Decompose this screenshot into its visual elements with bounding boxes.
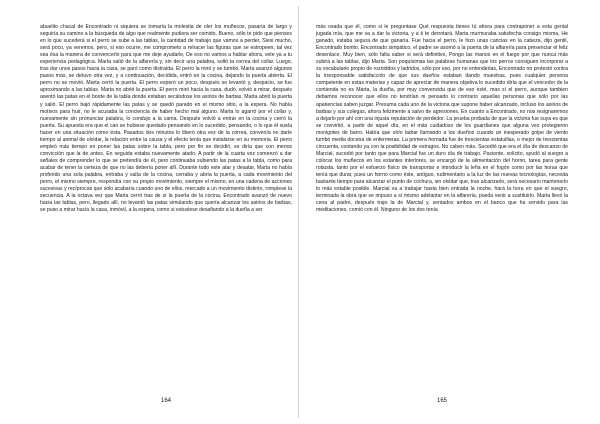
right-page-number: 165 — [436, 398, 447, 404]
right-page — [316, 24, 568, 394]
left-page-text: abuelito chacal de Encontrado ni siquiera se tomaría la molestia de oler los muñecos, pasaría de largo y seguiría su camino a la búsqueda de algo que realmente pudiera ser comido. Bueno, sólo te pido que pienses en lo que sucederá si el perro se sube a las tablas, la cantidad de trabajo que vamos a perder, Siesi mucho, será poco, ya veremos, pero, si eso ocurre, me comprometo a rehacer las figuras que se estropeen, tal vez sea ésa la manera de convencerlo para que me deje ayudarle, De eso no vamos a hablar ahora, vete ya a tu experiencia pedagógica. Marta salió de la alfarería y, sin decir una palabra, soltó la correa del collar. Luego, tras dar unos pasos hacia la casa, se paró como distraída. El perro la miró y se tumbó. Marta avanzó algunos pasos más, se detuvo otra vez, y a continuación, decidida, entró en la cocina, dejando la puerta abierta. El perro no se movió. Marta cerró la puerta. El perro esperó un poco, después se levantó y, despacio, se fue aproximando a las tablas. Marta no abrió la puerta. El perro miró hacia la casa, dudó, volvió a mirar, después asentó las patas en el borde de la tabla donde estaban secándose los asirios de barbas. Marta abrió la puerta y salió. El perro bajó rápidamente las patas y se quedó parado en el mismo sitio, a la espera. No había motivos para huir, no le acusaba la conciencia de haber hecho mal alguno. Marta lo agarró por el collar y, nuevamente sin pronunciar palabra, lo condujo a la cama. Después volvió a entrar en la cocina y cerró la puerta. Su apuesta era que el can se hubiese quedado pensando en lo sucedido, pensando, o lo que él suela hacer en una situación como ésta. Pasados dos minutos lo liberó otra vez de la correa, convenía no darle tiempo al animal de olvidar, la relación entre la causa y el efecto tenía que instalarse en su memoria. El perro empleó más tiempo en poner las patas sobre la tabla, pero por fin se decidió, se diría que con menos convicción que la de antes. En seguida estaba nuevamente atado. A partir de la cuarta vez comenzó a dar señales de comprender lo que se pretendía de él, pero continuaba subiendo las patas a la tabla, como para acabar de tener la certeza de que no las debería poner allí. Durante todo este atar y desatar, Marta no había proferido una sola palabra, entraba y salía de la cocina, cerraba y abría la puerta, a cada movimiento del perro, el mismo siempre, respondía con su propio movimiento, siempre el mismo, en una cadena de acciones sucesivas y recíprocas que sólo acabaría cuando uno de ellos, mercado a un movimiento distinto, rompiese la secuencia. A la octava vez que Marta cerró tras de sí la puerta de la cocina, Encontrado avanzó de nuevo hacia las tablas, pero, llegado allí, no levantó las patas simulando que quería alcanzar los asirios de barbas, se puso a mirar hacia la casa, inmóvil, a la espera, como si estuviese desafiando a la dueña a ser — [40, 24, 292, 214]
right-page-text: más osada que él, como si le preguntase Qué respuesta tienes tú ahora para contraponer a esta genial jugada mía, que me va a dar la victoria, y a ti te derrotará. Marta murmuraba satisfecha consigo misma, He ganado, estaba segura de que ganaría. Fue hacia el perro, le hizo unas caricias en la cabeza, dijo gentil, Encontrado bonito, Encontrado simpático, el padre se asomó a la puerta de la alfarería para presenciar el feliz desenlace, Muy bien, sólo falta saber si será definitivo, Pongo las manos en el fuego por que nunca más subirá a las tablas, dijo Marta. Son poquísimas las palabras humanas que los perros consiguen incorporar a su vocabulario propio de rozniddos y ladridos, sólo por eso, por no entenderlas, Encontrado no protestó contra la irresponsable satisfacción de que sus dueños estaban dando muestras, pues cualquier persona competente en estas materias y capaz de apreciar de manera objetiva lo sucedido diría que el vencedor de la contienda no es Marta, la dueña, por muy convencida que de eso esté, mas sí el perro, aunque tambien debamos reconocer que ellos no tendrían ni pensado lo contrario aquellas personas que sólo por las apariencias saben juzgar. Presuma cada uno de la victoria que supone haber alcanzado, incluso los asirios de barbas y sus colegas, ahora felizmente a salvo de agresiones. En cuanto a Encontrado, no nos resignaremos a dejarlo por ahí con una injusta reputación de perdedor. La prueba probada de que la victoria fue suya es que se convirtió, a partir de aquel día, en el más cuidadoso de los guardianes que alguna vez protegieron monigotes de barro. Había que oírlo ladrar llamando a los dueños cuando un inesperado golpe de viento tumbó media docena de enfermeras. La primera hornada fue de trescientas estatuillas, o mejor de trescientas cincuenta, contando ya con la posibilidad de estragos. No caben más. Sucedió que era el día de descanso de Marcial, sucedió por tanto que para Marcial fue un duro día de trabajo. Paciente, solícito, ayudó al suegro a colocar los muñecos en los estantes interiores, se encargó de la alimentación del horno, tarea para gente robusta, tanto por el esfuerzo físico de transportar e introducir la leña en el fogón como por las horas que tenía que durar, pues un horno como éste, antiguo, rudimentario a la luz de las nuevas tecnologías, necesita bastante tiempo para alcanzar el punto de cochura, sin olvidar que, tras alcanzarlo, será necesario mantenerlo lo más estable posible. Marcial va a trabajar hasta bien entrada la noche, hará la hora en que el suegro, terminada la obra que se impuso a sí mismo adelantar en la alfarería, pueda venir a sustituirlo. Marta llevó la cena al padre, después trajo la de Marcial y, sentados ambos en el banco que ha servido para las meditaciones, comió con él. Ninguno de los dos tenía — [316, 24, 568, 214]
left-page — [40, 24, 292, 394]
left-page-number: 164 — [160, 398, 171, 404]
page-gutter — [298, 6, 299, 418]
